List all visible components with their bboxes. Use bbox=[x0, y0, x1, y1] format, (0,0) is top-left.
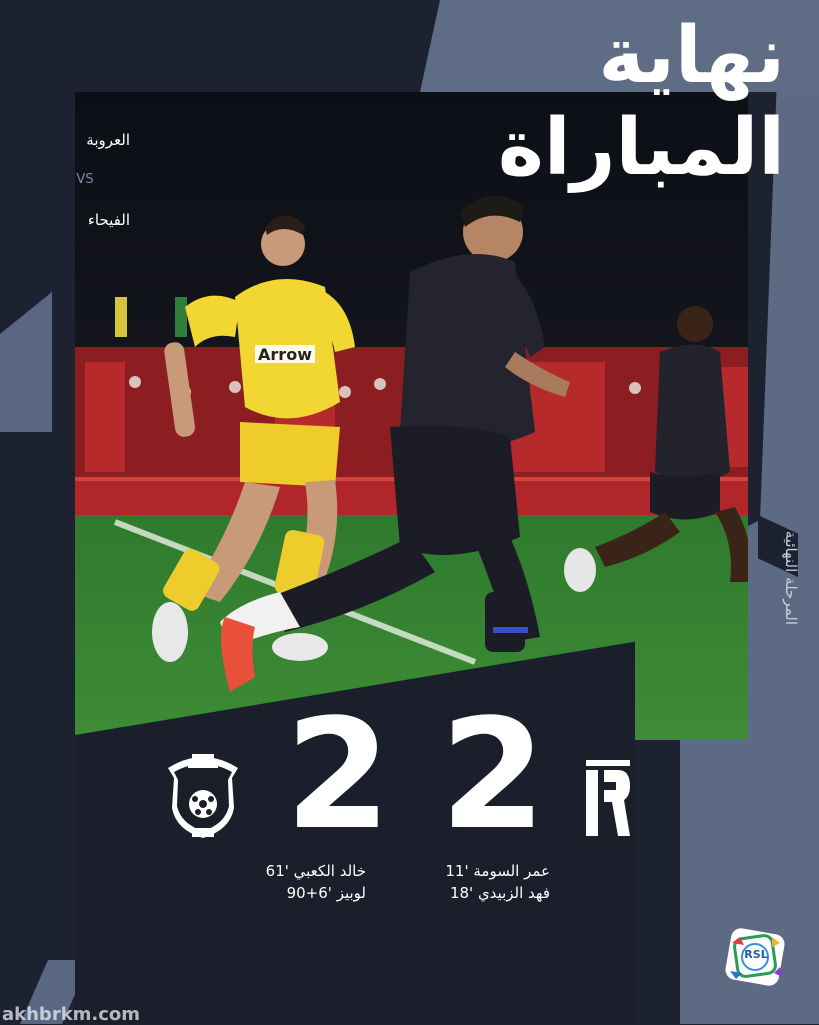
left-score: 2 bbox=[285, 686, 391, 863]
round-label: المرحلة النهائية bbox=[782, 530, 800, 625]
alorouba-logo-icon bbox=[584, 758, 632, 838]
scorer-line: خالد الكعبي '61 bbox=[265, 862, 366, 880]
scorer-line: فهد الزبيدي '18 bbox=[449, 884, 550, 902]
watermark: akhbrkm.com bbox=[2, 1004, 141, 1025]
rsl-label: RSL bbox=[744, 948, 768, 961]
scorer-line: عمر السومة '11 bbox=[445, 862, 550, 880]
teams-block bbox=[40, 125, 130, 245]
left-scorers bbox=[216, 860, 366, 904]
alfayha-badge-icon bbox=[160, 748, 246, 840]
right-scorers bbox=[400, 860, 550, 904]
home-team-name: العروبة bbox=[86, 131, 130, 149]
vs-label: VS bbox=[76, 172, 94, 187]
away-team-name: الفيحاء bbox=[87, 211, 130, 229]
right-score: 2 bbox=[440, 686, 546, 863]
match-title: نهاية المباراة bbox=[497, 11, 785, 193]
decor-stripe-left bbox=[0, 292, 52, 432]
sponsor-text: Arrow bbox=[258, 345, 312, 364]
scorer-line: لوبيز '6+90 bbox=[286, 884, 366, 902]
